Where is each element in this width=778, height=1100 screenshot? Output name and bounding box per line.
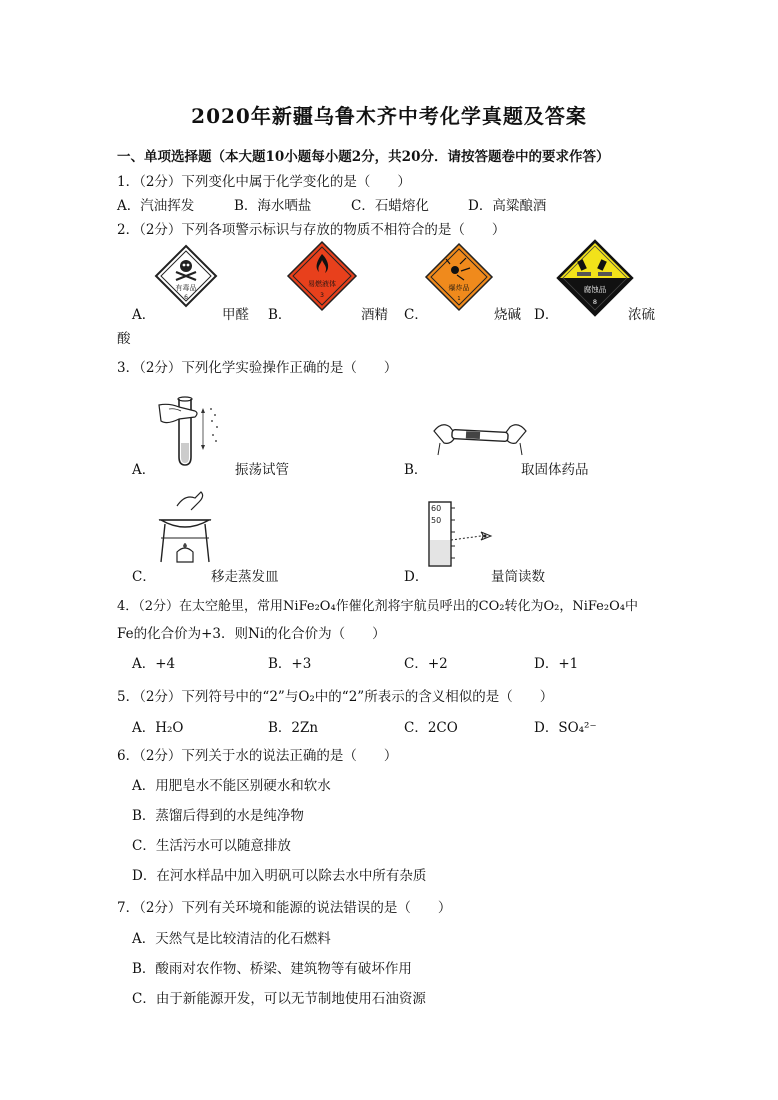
question-3-letter-c: C． xyxy=(132,569,156,585)
question-7-option-b: B．酸雨对农作物、桥梁、建筑物等有破坏作用 xyxy=(132,961,412,977)
question-4-option-b: B．+3 xyxy=(268,656,312,672)
question-3-letter-a: A． xyxy=(132,462,156,478)
question-5-stem: 5．（2分）下列符号中的“2”与O₂中的“2”所表示的含义相似的是（ ） xyxy=(117,689,554,705)
question-4-stem-line-2: Fe的化合价为+3．则Ni的化合价为（ ） xyxy=(117,626,386,642)
question-4-stem-line-1: 4．（2分）在太空舱里，常用NiFe₂O₄作催化剂将宇航员呼出的CO₂转化为O₂，NiFe₂O₄中 xyxy=(117,599,638,614)
question-7-option-c: C．由于新能源开发，可以无节制地使用石油资源 xyxy=(132,991,426,1007)
solid-reagent-icon xyxy=(430,415,530,460)
question-2-substance-a: 甲醛 xyxy=(222,307,249,323)
question-2-letter-b: B． xyxy=(268,307,292,323)
question-3-label-b: 取固体药品 xyxy=(521,462,589,478)
question-3-stem: 3．（2分）下列化学实验操作正确的是（ ） xyxy=(117,360,398,376)
question-2-wrap: 酸 xyxy=(117,331,131,347)
question-1-option-c: C．石蜡熔化 xyxy=(351,198,429,214)
explosive-sign-number: 1 xyxy=(457,296,461,302)
question-2-letter-c: C． xyxy=(404,307,428,323)
question-2-substance-c: 烧碱 xyxy=(494,307,521,323)
corrosive-sign-icon xyxy=(555,238,635,318)
page-title: 2020年新疆乌鲁木齐中考化学真题及答案 xyxy=(191,104,587,128)
question-1-option-b: B．海水晒盐 xyxy=(234,198,312,214)
shaking-test-tube-icon xyxy=(155,395,235,470)
question-4-option-c: C．+2 xyxy=(404,656,448,672)
question-6-stem: 6．（2分）下列关于水的说法正确的是（ ） xyxy=(117,748,398,764)
question-5-option-a: A．H₂O xyxy=(132,720,184,736)
question-6-option-a: A．用肥皂水不能区别硬水和软水 xyxy=(132,778,331,794)
explosive-sign-icon xyxy=(424,242,494,312)
question-6-option-d: D．在河水样品中加入明矾可以除去水中所有杂质 xyxy=(132,868,427,884)
question-2-stem: 2．（2分）下列各项警示标识与存放的物质不相符合的是（ ） xyxy=(117,222,506,238)
question-1-option-a: A．汽油挥发 xyxy=(117,198,195,214)
toxic-sign-number: 6 xyxy=(184,294,188,301)
question-3-letter-b: B． xyxy=(404,462,428,478)
question-3-label-a: 振荡试管 xyxy=(235,462,289,478)
question-6-option-c: C．生活污水可以随意排放 xyxy=(132,838,291,854)
question-2-letter-d: D． xyxy=(534,307,559,323)
question-7-option-a: A．天然气是比较清洁的化石燃料 xyxy=(132,931,331,947)
question-7-stem: 7．（2分）下列有关环境和能源的说法错误的是（ ） xyxy=(117,900,452,916)
question-1-option-d: D．高粱酿酒 xyxy=(468,198,547,214)
flammable-sign-label: 易燃液体 xyxy=(308,280,336,288)
flammable-sign-number: 3 xyxy=(320,292,324,299)
question-2-letter-a: A． xyxy=(132,307,156,323)
explosive-sign-label: 爆炸品 xyxy=(448,284,470,292)
question-1-stem: 1．（2分）下列变化中属于化学变化的是（ ） xyxy=(117,174,411,190)
question-4-option-d: D．+1 xyxy=(534,656,579,672)
cylinder-tick-50: 50 xyxy=(431,516,442,525)
graduated-cylinder-icon xyxy=(425,500,500,570)
question-5-option-d: D．SO₄²⁻ xyxy=(534,720,597,736)
corrosive-sign-label: 腐蚀品 xyxy=(583,285,607,294)
evaporating-dish-icon xyxy=(155,490,215,570)
question-3-label-d: 量筒读数 xyxy=(491,569,545,585)
question-5-option-c: C．2CO xyxy=(404,720,458,736)
corrosive-sign-number: 8 xyxy=(592,298,598,306)
toxic-sign-label: 有毒品 xyxy=(175,284,197,292)
question-2-substance-d: 浓硫 xyxy=(628,307,655,323)
flammable-liquid-sign-icon xyxy=(286,240,358,312)
cylinder-tick-60: 60 xyxy=(431,504,442,513)
question-5-option-b: B．2Zn xyxy=(268,720,319,736)
section-heading: 一、单项选择题（本大题10小题每小题2分，共20分．请按答题卷中的要求作答） xyxy=(117,149,610,165)
question-2-substance-b: 酒精 xyxy=(361,307,388,323)
question-6-option-b: B．蒸馏后得到的水是纯净物 xyxy=(132,808,304,824)
question-3-letter-d: D． xyxy=(404,569,429,585)
question-3-label-c: 移走蒸发皿 xyxy=(211,569,279,585)
toxic-sign-icon xyxy=(154,244,218,308)
question-4-option-a: A．+4 xyxy=(132,656,176,672)
